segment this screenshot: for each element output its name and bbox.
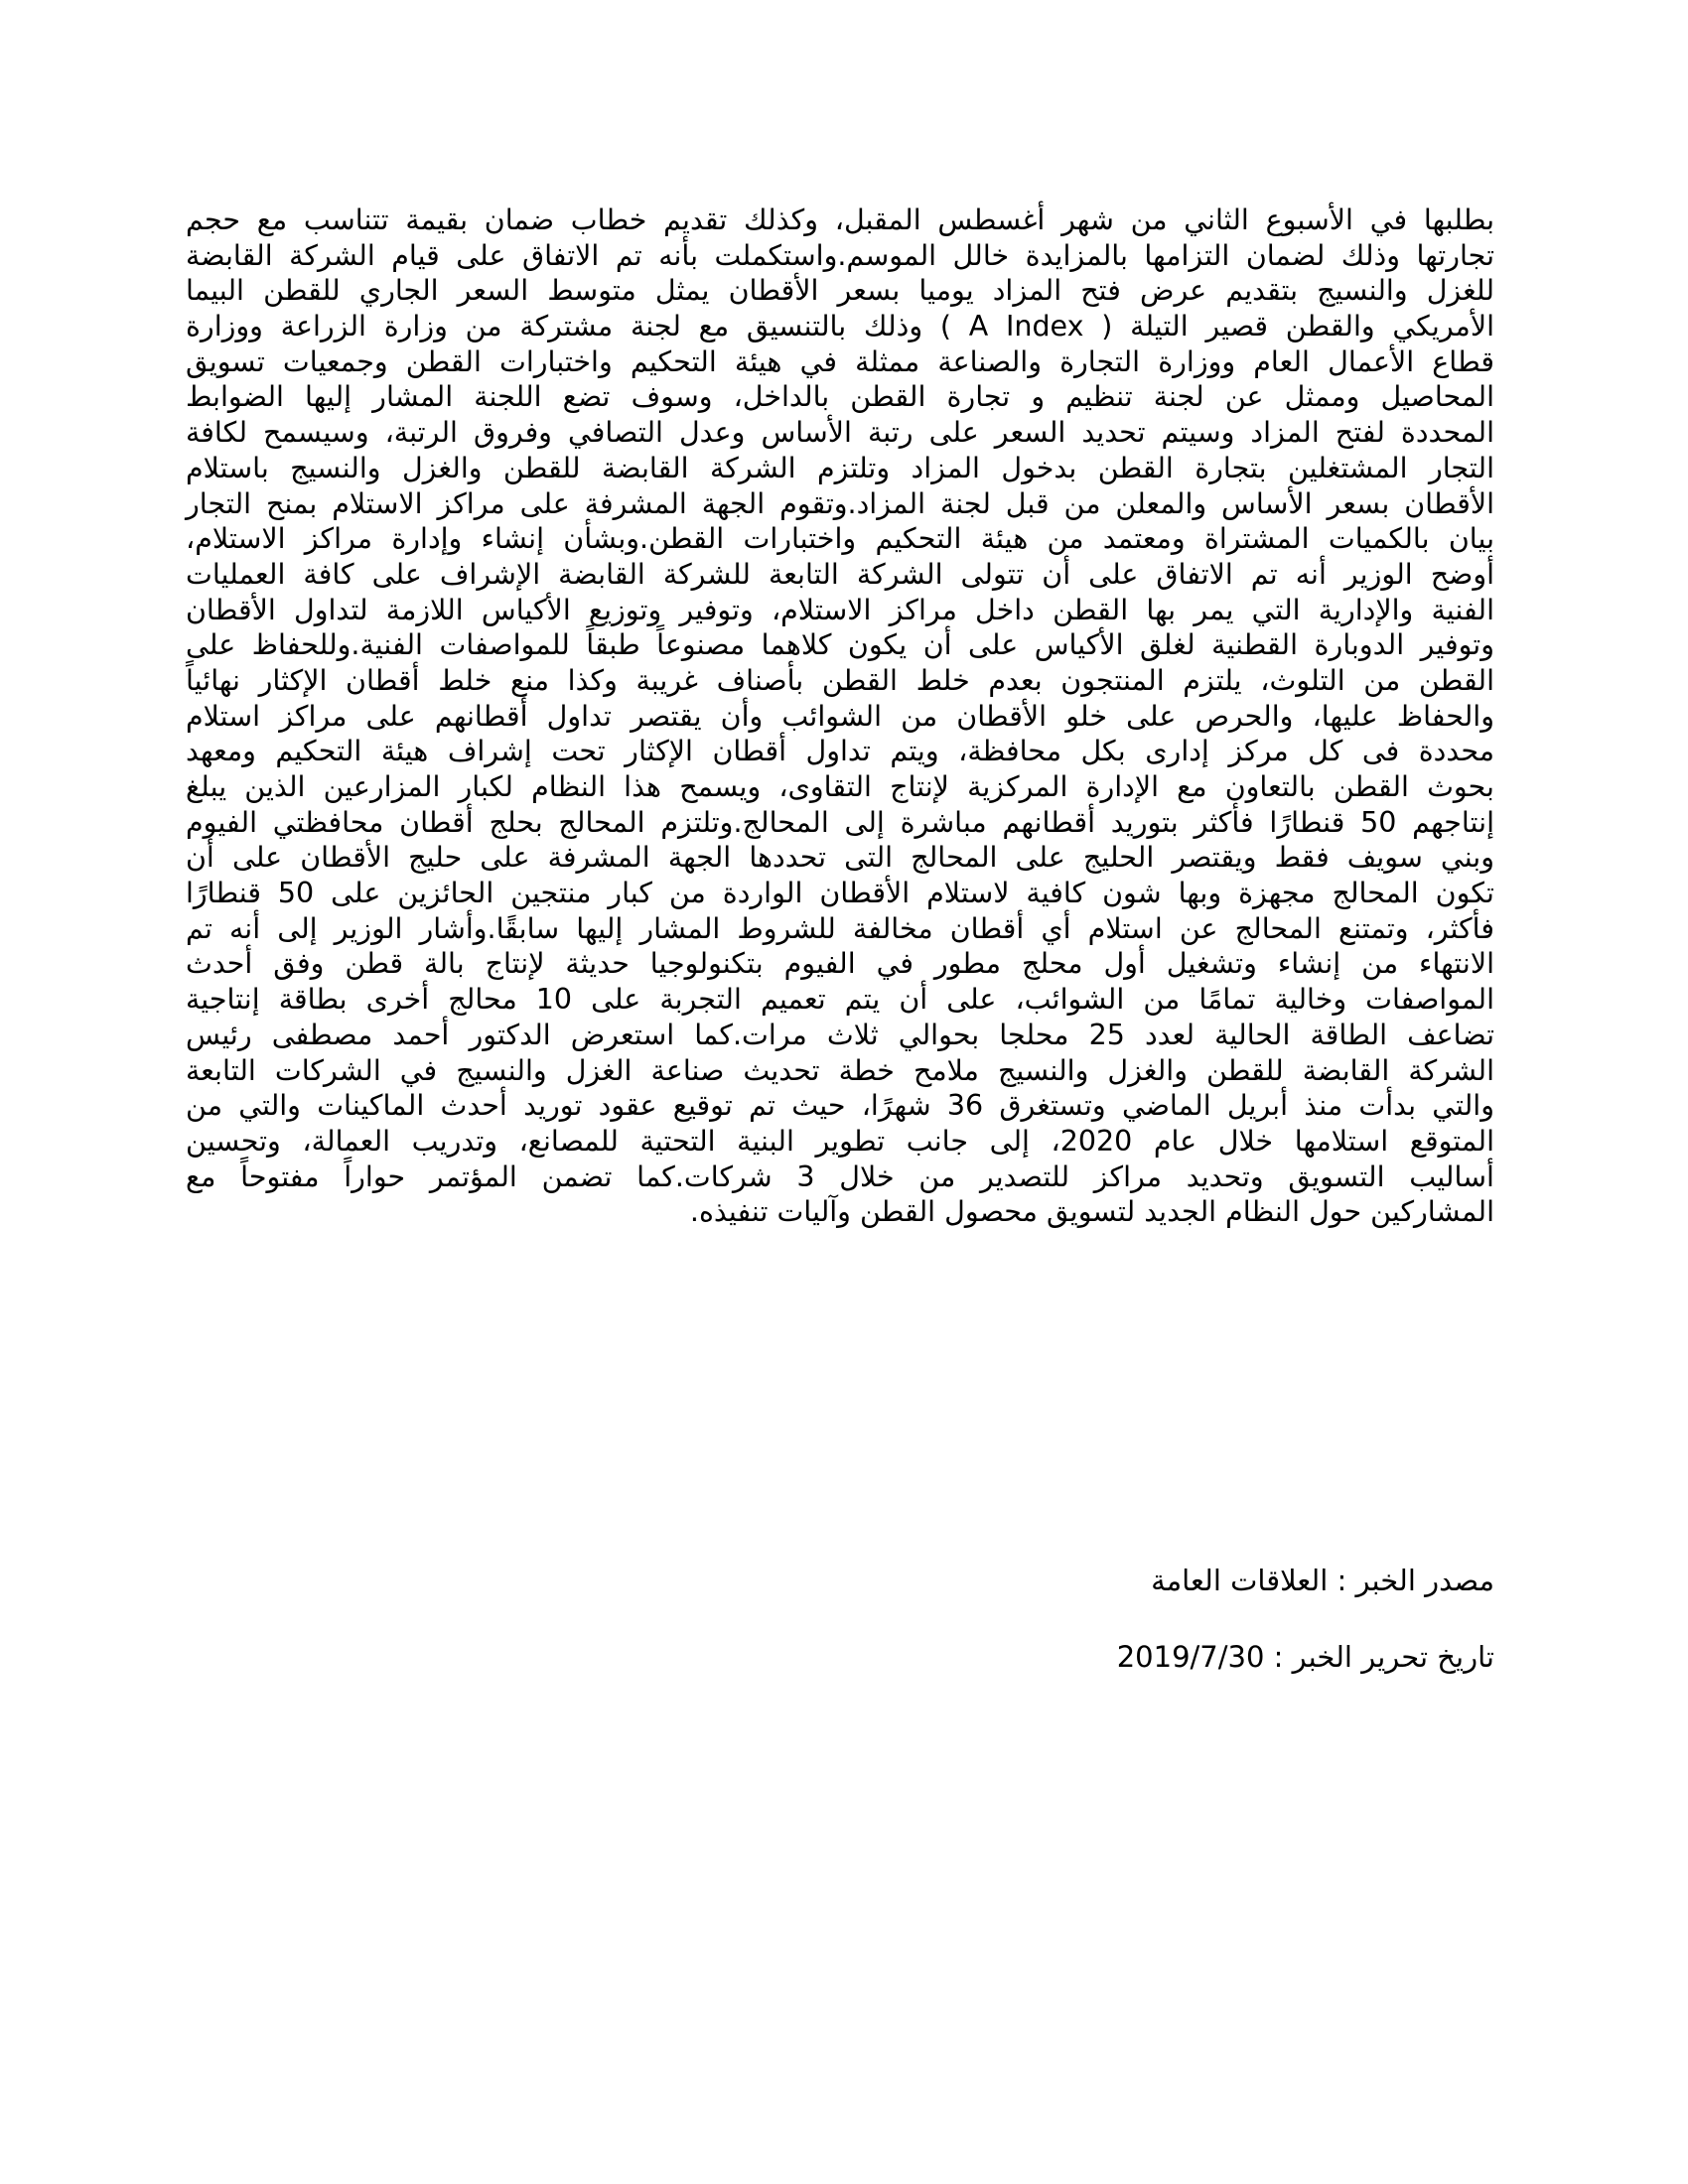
news-date: تاريخ تحرير الخبر : 2019/7/30 xyxy=(1116,1640,1494,1674)
body-line: المحاصيل وممثل عن لجنة تنظيم و تجارة القطن بالداخل، وسوف تضع اللجنة المشار إليها الضوابط xyxy=(186,380,1494,414)
body-line: محددة فى كل مركز إدارى بكل محافظة، ويتم تداول أقطان الإكثار تحت إشراف هيئة التحكيم ومعهد xyxy=(186,735,1494,768)
body-line: الأمريكي والقطن قصير التيلة ( A Index ) وذلك بالتنسيق مع لجنة مشتركة من وزارة الزراعة ووزارة xyxy=(186,310,1494,343)
body-line: المواصفات وخالية تمامًا من الشوائب، على أن يتم تعميم التجربة على 10 محالج أخرى بطاقة إنتاجية xyxy=(186,983,1494,1017)
body-line: المتوقع استلامها خلال عام 2020، إلى جانب تطوير البنية التحتية للمصانع، وتدريب العمالة، وتحسين xyxy=(186,1124,1494,1158)
body-line: القطن من التلوث، يلتزم المنتجون بعدم خلط القطن بأصناف غريبة وكذا منع خلط أقطان الإكثار نهائياً xyxy=(186,663,1494,697)
body-line: المحددة لفتح المزاد وسيتم تحديد السعر على رتبة الأساس وعدل التصافي وفروق الرتبة، وسيسمح لكافة xyxy=(186,416,1494,450)
body-line: بيان بالكميات المشتراة ومعتمد من هيئة التحكيم واختبارات القطن.وبشأن إنشاء وإدارة مراكز الاستلام، xyxy=(186,522,1494,556)
body-line: تضاعف الطاقة الحالية لعدد 25 محلجا بحوالي ثلاث مرات.كما استعرض الدكتور أحمد مصطفى رئيس xyxy=(186,1018,1495,1051)
body-line: الفنية والإدارية التي يمر بها القطن داخل مراكز الاستلام، وتوفير وتوزيع الأكياس اللازمة لتداول الأقطان xyxy=(186,593,1494,626)
body-line: التجار المشتغلين بتجارة القطن بدخول المزاد وتلتزم الشركة القابضة للقطن والغزل والنسيج باستلام xyxy=(186,451,1494,484)
body-line: بحوث القطن بالتعاون مع الإدارة المركزية لإنتاج التقاوى، ويسمح هذا النظام لكبار المزارعين الذين يبلغ xyxy=(186,770,1494,803)
news-source: مصدر الخبر : العلاقات العامة xyxy=(1151,1564,1494,1597)
article-body xyxy=(186,203,1494,1230)
body-line: تجارتها وذلك لضمان التزامها بالمزايدة خالل الموسم.واستكملت بأنه تم الاتفاق على قيام الشركة القابضة xyxy=(186,238,1494,272)
body-line: وبني سويف فقط ويقتصر الحليج على المحالج التى تحددها الجهة المشرفة على حليج الأقطان على أن xyxy=(186,841,1494,875)
body-line: بطلبها في الأسبوع الثاني من شهر أغسطس المقبل، وكذلك تقديم خطاب ضمان بقيمة تتناسب مع حجم xyxy=(186,204,1494,236)
body-line: تكون المحالج مجهزة وبها شون كافية لاستلام الأقطان الواردة من كبار منتجين الحائزين على 50 قنطارًا xyxy=(186,877,1494,910)
body-line: للغزل والنسيج بتقديم عرض فتح المزاد يوميا بسعر الأقطان يمثل متوسط السعر الجاري للقطن البيما xyxy=(186,274,1494,308)
body-line: الأقطان بسعر الأساس والمعلن من قبل لجنة المزاد.وتقوم الجهة المشرفة على مراكز الاستلام بمنح التجار xyxy=(186,486,1494,520)
body-line: إنتاجهم 50 قنطارًا فأكثر بتوريد أقطانهم مباشرة إلى المحالج.وتلتزم المحالج بحلج أقطان محافظتي الفيوم xyxy=(186,805,1494,839)
body-line: الانتهاء من إنشاء وتشغيل أول محلج مطور في الفيوم بتكنولوجيا حديثة لإنتاج بالة قطن وفق أحدث xyxy=(186,947,1494,981)
body-line: والحفاظ عليها، والحرص على خلو الأقطان من الشوائب وأن يقتصر تداول أقطانهم على مراكز استلام xyxy=(186,699,1494,733)
body-line: أوضح الوزير أنه تم الاتفاق على أن تتولى الشركة التابعة للشركة القابضة الإشراف على كافة العمليات xyxy=(186,557,1494,591)
body-line: فأكثر، وتمتنع المحالج عن استلام أي أقطان مخالفة للشروط المشار إليها سابقًا.وأشار الوزير إلى أنه تم xyxy=(186,911,1494,945)
body-line: وتوفير الدوبارة القطنية لغلق الأكياس على أن يكون كلاهما مصنوعاً طبقاً للمواصفات الفنية.وللحفاظ على xyxy=(186,628,1494,662)
body-line: الشركة القابضة للقطن والغزل والنسيج ملامح خطة تحديث صناعة الغزل والنسيج في الشركات التابعة xyxy=(186,1053,1494,1087)
body-line: قطاع الأعمال العام ووزارة التجارة والصناعة ممثلة في هيئة التحكيم واختبارات القطن وجمعيات تسويق xyxy=(186,344,1494,378)
body-line: والتي بدأت منذ أبريل الماضي وتستغرق 36 شهرًا، حيث تم توقيع عقود توريد أحدث الماكينات والتي من xyxy=(186,1089,1494,1123)
body-line: أساليب التسويق وتحديد مراكز للتصدير من خلال 3 شركات.كما تضمن المؤتمر حواراً مفتوحاً مع xyxy=(186,1160,1494,1193)
body-line: المشاركين حول النظام الجديد لتسويق محصول القطن وآليات تنفيذه. xyxy=(689,1195,1494,1229)
